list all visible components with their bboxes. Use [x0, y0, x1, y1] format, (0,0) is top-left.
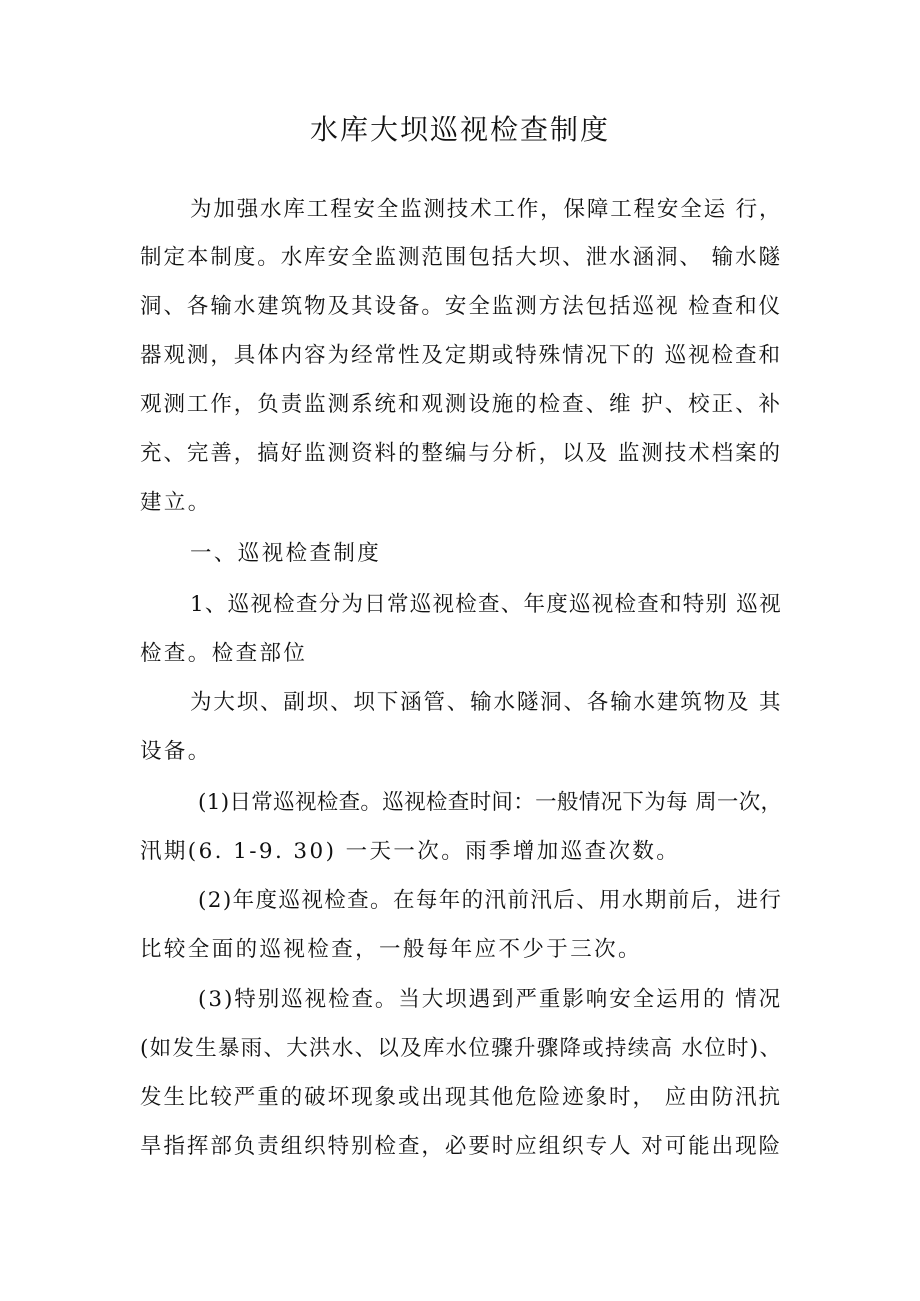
- paragraph-intro-line-7: 建立。: [140, 490, 212, 515]
- paragraph-intro-line-4: 器观测，具体内容为经常性及定期或特殊情况下的 巡视检查和: [140, 343, 782, 368]
- paragraph-intro-line-1: 为加强水库工程安全监测技术工作，保障工程安全运 行，: [190, 197, 783, 222]
- annual-inspection-line-2: 比较全面的巡视检查，一般每年应不少于三次。: [140, 937, 642, 962]
- item-1-line-1: 1、巡视检查分为日常巡视检查、年度巡视检查和特别 巡视: [190, 592, 782, 617]
- special-inspection-line-1: (3)特别巡视检查。当大坝遇到严重影响安全运用的 情况: [198, 987, 783, 1012]
- daily-inspection-line-2: 汛期(6. 1-9. 30) 一天一次。雨季增加巡查次数。: [140, 839, 681, 864]
- special-inspection-line-4: 旱指挥部负责组织特别检查，必要时应组织专人 对可能出现险: [140, 1134, 782, 1159]
- special-inspection-line-3: 发生比较严重的破坏现象或出现其他危险迹象时， 应由防汛抗: [140, 1085, 782, 1110]
- paragraph-intro-line-3: 洞、各输水建筑物及其设备。安全监测方法包括巡视 检查和仪: [140, 294, 782, 319]
- paragraph-intro-line-6: 充、完善，搞好监测资料的整编与分析，以及 监测技术档案的: [140, 441, 782, 466]
- inspection-parts-line-2: 设备。: [140, 739, 212, 764]
- section-heading: 一、巡视检查制度: [190, 541, 382, 566]
- paragraph-intro-line-5: 观测工作，负责监测系统和观测设施的检查、维 护、校正、补: [140, 392, 782, 417]
- special-inspection-line-2: (如发生暴雨、大洪水、以及库水位骤升骤降或持续高 水位时)、: [140, 1036, 783, 1061]
- annual-inspection-line-1: (2)年度巡视检查。在每年的汛前汛后、用水期前后，进行: [198, 888, 783, 913]
- inspection-parts-line-1: 为大坝、副坝、坝下涵管、输水隧洞、各输水建筑物及 其: [190, 690, 783, 715]
- daily-inspection-line-1: (1)日常巡视检查。巡视检查时间：一般情况下为每 周一次，: [198, 790, 783, 815]
- document-title: 水库大坝巡视检查制度: [309, 113, 610, 146]
- paragraph-intro-line-2: 制定本制度。水库安全监测范围包括大坝、泄水涵洞、 输水隧: [140, 245, 782, 270]
- item-1-line-2: 检查。检查部位: [140, 641, 308, 666]
